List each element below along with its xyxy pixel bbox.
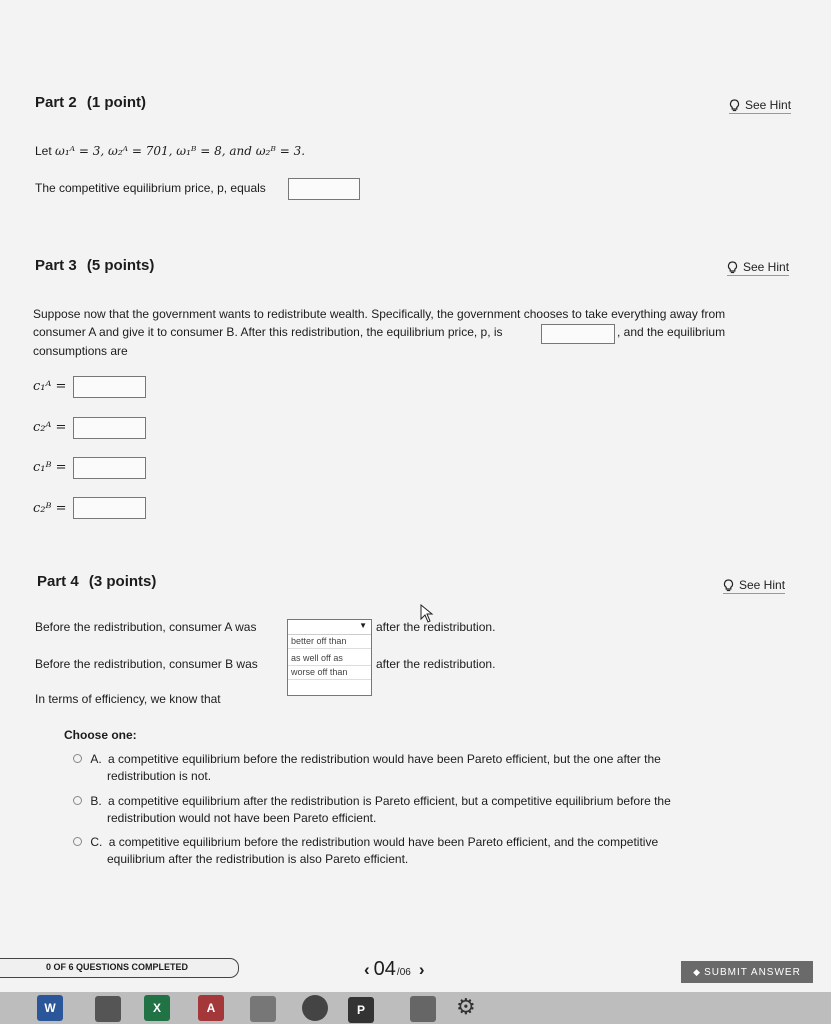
part2-see-hint-label: See Hint: [745, 98, 792, 112]
c1A-input[interactable]: [73, 376, 146, 398]
part4-title: Part 4: [37, 573, 79, 590]
choice-a-letter: A.: [90, 752, 102, 766]
powerpoint-app-label: P: [356, 1003, 365, 1017]
part4-stmt-a: Before the redistribution, consumer A was: [35, 620, 257, 634]
gear-icon[interactable]: ⚙: [456, 994, 476, 1019]
browser-app-icon[interactable]: [302, 995, 328, 1021]
choice-c-line1: a competitive equilibrium before the redistribution would have been Pareto efficient, and the competitive: [108, 835, 659, 849]
c2B-input[interactable]: [73, 497, 146, 519]
notes-app-icon[interactable]: [250, 996, 276, 1022]
var-c2B-label: c₂ᴮ =: [33, 501, 67, 516]
choose-one-label: Choose one:: [64, 728, 137, 742]
c2A-input[interactable]: [73, 417, 146, 439]
choice-b-radio[interactable]: [73, 796, 82, 805]
lightbulb-icon: [729, 99, 740, 112]
chevron-right-icon[interactable]: ›: [418, 960, 425, 979]
choice-a-radio[interactable]: [73, 754, 82, 763]
dropdown-selected[interactable]: [288, 620, 371, 635]
page-total: /06: [396, 967, 411, 978]
submit-answer-label: SUBMIT ANSWER: [704, 966, 801, 978]
lightbulb-icon: [727, 261, 738, 274]
submit-icon: ◆: [693, 966, 701, 977]
choice-b[interactable]: [73, 793, 773, 827]
chevron-left-icon[interactable]: ‹: [364, 960, 370, 979]
choice-a-line1: a competitive equilibrium before the redistribution would have been Pareto efficient, but the one after the: [108, 752, 661, 766]
part4-see-hint-label: See Hint: [739, 578, 786, 592]
choice-b-line2: redistribution would not have been Pareto efficient.: [107, 811, 377, 825]
part3-see-hint-label: See Hint: [743, 260, 790, 274]
access-app-icon[interactable]: [198, 995, 224, 1021]
choice-a-line2: redistribution is not.: [107, 769, 212, 783]
choice-b-letter: B.: [90, 794, 102, 808]
part3-points: (5 points): [86, 257, 155, 274]
mouse-cursor-icon: [420, 604, 434, 624]
part3-line1: Suppose now that the government wants to redistribute wealth. Specifically, the government chooses to take everything away from: [33, 307, 726, 321]
choice-a[interactable]: [73, 751, 773, 785]
c1B-input[interactable]: [73, 457, 146, 479]
choice-c-radio[interactable]: [73, 837, 82, 846]
part4-stmt-b-after: after the redistribution.: [376, 657, 496, 671]
part4-stmt-a-after: after the redistribution.: [376, 620, 496, 634]
calendar-app-icon[interactable]: [95, 996, 121, 1022]
powerpoint-app-icon[interactable]: [348, 997, 374, 1023]
var-c1B-label: c₁ᴮ =: [33, 460, 67, 475]
lightbulb-icon: [723, 579, 734, 592]
dropdown-option-better[interactable]: better off than: [288, 635, 371, 649]
choice-b-line1: a competitive equilibrium after the redistribution is Pareto efficient, but a competitive equilibrium before the: [108, 794, 671, 808]
access-app-label: A: [206, 1001, 216, 1015]
part2-price-input[interactable]: [288, 178, 360, 200]
choice-c-line2: equilibrium after the redistribution is also Pareto efficient.: [107, 852, 409, 866]
part2-heading: [35, 94, 146, 111]
part2-given-values: ω₁ᴬ = 3, ω₂ᴬ = 701, ω₁ᴮ = 8, and ω₂ᴮ = 3.: [55, 144, 306, 158]
choice-c-letter: C.: [90, 835, 103, 849]
chevron-down-icon: ▼: [359, 621, 367, 630]
part2-question: The competitive equilibrium price, p, equals: [35, 181, 266, 195]
part3-price-input[interactable]: [541, 324, 615, 344]
part3-line3: consumptions are: [33, 344, 128, 358]
choice-c[interactable]: [73, 834, 773, 868]
progress-label: 0 OF 6 QUESTIONS COMPLETED: [46, 962, 189, 972]
part3-line2-suffix: , and the equilibrium: [617, 325, 726, 339]
part3-heading: [35, 257, 154, 274]
part2-given-prefix: Let: [35, 144, 52, 158]
part4-efficiency: In terms of efficiency, we know that: [35, 692, 221, 706]
excel-app-label: X: [152, 1001, 161, 1015]
question-pager: [364, 958, 425, 981]
part2-see-hint-link[interactable]: [729, 98, 791, 114]
part2-given: [35, 142, 305, 161]
page-current: 04: [373, 958, 396, 980]
part4-points: (3 points): [88, 573, 157, 590]
part3-line2: consumer A and give it to consumer B. After this redistribution, the equilibrium price, p, is: [33, 325, 503, 339]
part4-heading: [37, 573, 156, 590]
part3-see-hint-link[interactable]: [727, 260, 789, 276]
consumer-a-dropdown[interactable]: [287, 619, 372, 696]
calculator-app-icon[interactable]: [410, 996, 436, 1022]
dropdown-option-same[interactable]: as well off as: [288, 649, 371, 666]
word-app-label: W: [44, 1001, 56, 1015]
submit-answer-button[interactable]: [681, 961, 813, 983]
word-app-icon[interactable]: [37, 995, 63, 1021]
part4-stmt-b: Before the redistribution, consumer B was: [35, 657, 258, 671]
part2-points: (1 point): [86, 94, 147, 111]
part4-see-hint-link[interactable]: [723, 578, 785, 594]
dropdown-option-worse[interactable]: worse off than: [288, 666, 371, 680]
part2-title: Part 2: [35, 94, 77, 111]
part3-title: Part 3: [35, 257, 77, 274]
excel-app-icon[interactable]: [144, 995, 170, 1021]
var-c1A-label: c₁ᴬ =: [33, 379, 67, 394]
var-c2A-label: c₂ᴬ =: [33, 420, 67, 435]
progress-bar: [0, 958, 239, 978]
